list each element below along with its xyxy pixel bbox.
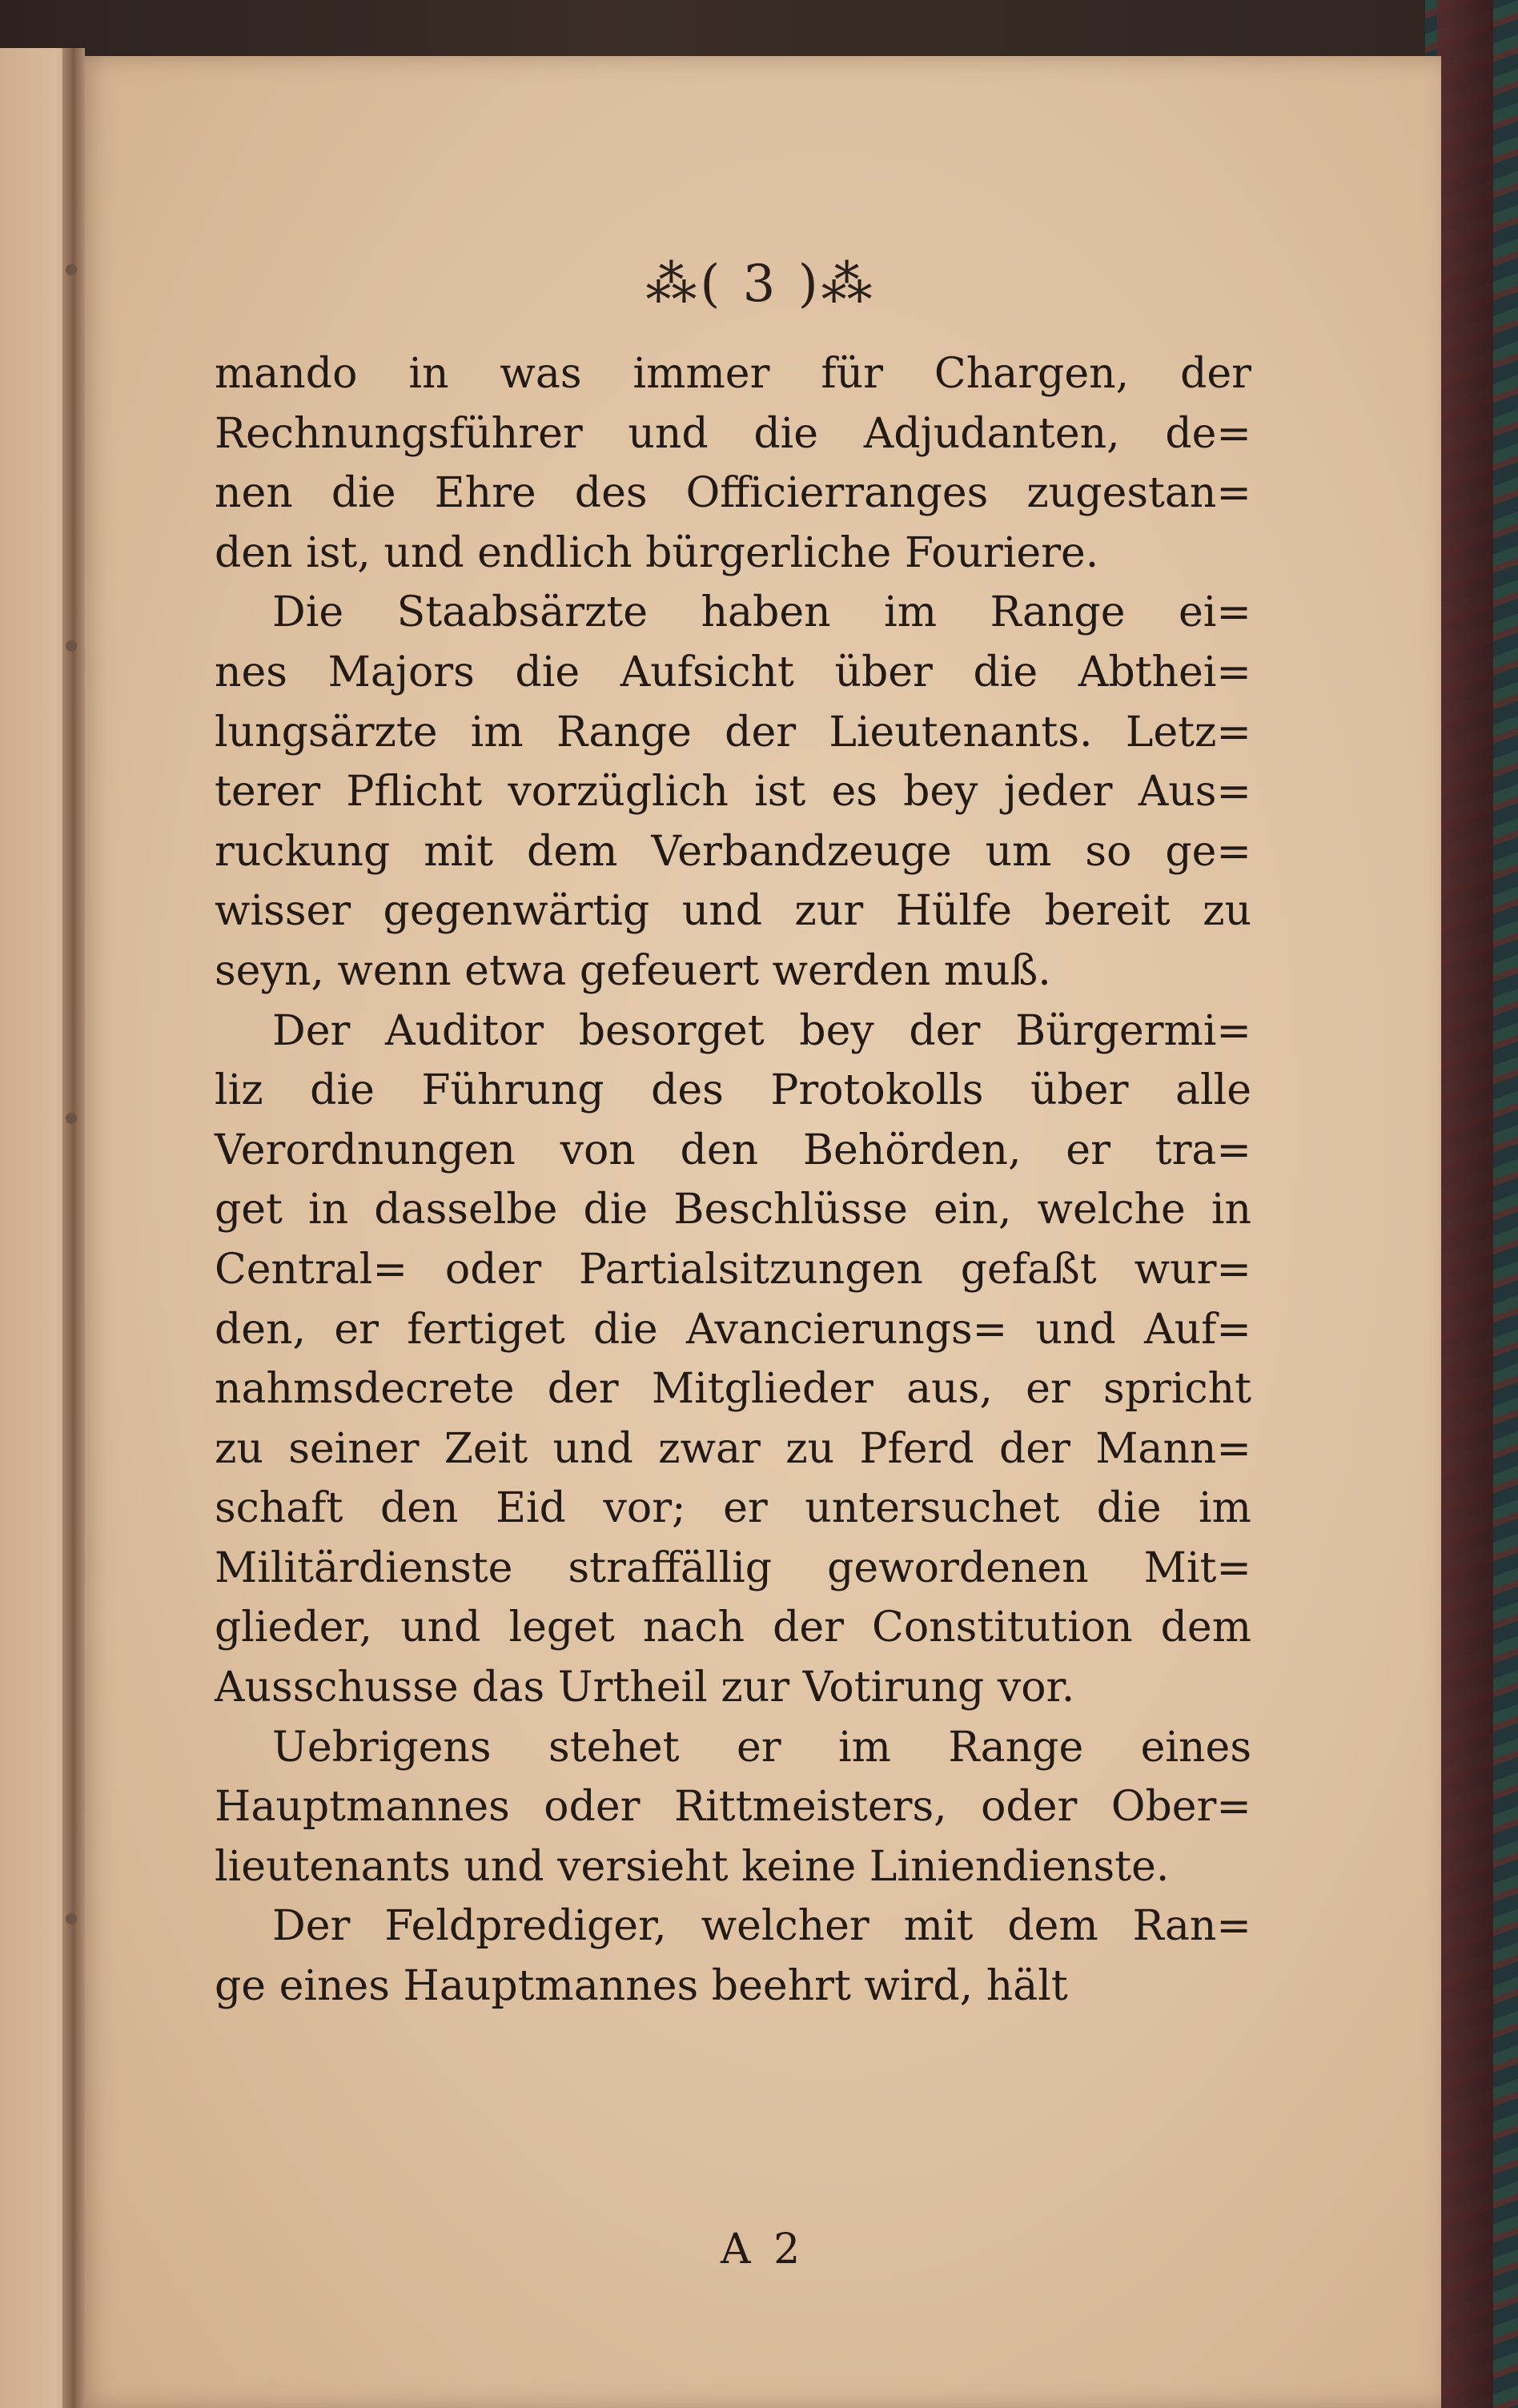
text-line: schaft den Eid vor; er untersuchet die im bbox=[215, 1484, 1251, 1533]
binding-stitch bbox=[66, 1113, 77, 1124]
text-line: den, er fertiget die Avancierungs= und Auf= bbox=[215, 1305, 1251, 1354]
text-line: Rechnungsführer und die Adjudanten, de= bbox=[215, 409, 1251, 458]
text-line: Der Auditor besorget bey der Bürgermi= bbox=[272, 1006, 1251, 1055]
text-line: lieutenants und versieht keine Liniendienste. bbox=[215, 1842, 1170, 1891]
text-line: nahmsdecrete der Mitglieder aus, er spricht bbox=[215, 1365, 1251, 1414]
text-line: get in dasselbe die Beschlüsse ein, welche in bbox=[215, 1186, 1251, 1234]
text-line: Der Feldprediger, welcher mit dem Ran= bbox=[272, 1902, 1251, 1951]
text-line: seyn, wenn etwa gefeuert werden muß. bbox=[215, 946, 1051, 995]
text-line: liz die Führung des Protokolls über alle bbox=[215, 1066, 1251, 1115]
text-line: Militärdienste straffällig gewordenen Mit= bbox=[215, 1543, 1251, 1592]
text-line: nen die Ehre des Officierranges zugestan= bbox=[215, 469, 1251, 518]
text-line: nes Majors die Aufsicht über die Abthei= bbox=[215, 648, 1251, 696]
page-number: ⁂( 3 )⁂ bbox=[645, 255, 876, 314]
page-gutter bbox=[62, 48, 85, 2408]
text-line: Ausschusse das Urtheil zur Votirung vor. bbox=[215, 1664, 1075, 1712]
binding-stitch bbox=[66, 1913, 77, 1924]
text-line: Die Staabsärzte haben im Range ei= bbox=[272, 588, 1251, 637]
text-line: den ist, und endlich bürgerliche Fouriere. bbox=[215, 528, 1099, 577]
signature-mark: A 2 bbox=[721, 2225, 805, 2274]
text-line: mando in was immer für Chargen, der bbox=[215, 350, 1251, 398]
book-cover-edge bbox=[1437, 0, 1493, 2408]
text-line: ruckung mit dem Verbandzeuge um so ge= bbox=[215, 827, 1251, 876]
text-line: zu seiner Zeit und zwar zu Pferd der Mann= bbox=[215, 1424, 1251, 1473]
text-line: wisser gegenwärtig und zur Hülfe bereit zu bbox=[215, 887, 1251, 936]
text-line: lungsärzte im Range der Lieutenants. Letz= bbox=[215, 708, 1251, 757]
text-line: glieder, und leget nach der Constitution dem bbox=[215, 1603, 1251, 1652]
binding-stitch bbox=[66, 640, 77, 652]
text-line: Hauptmannes oder Rittmeisters, oder Ober= bbox=[215, 1783, 1251, 1832]
text-line: Central= oder Partialsitzungen gefaßt wur= bbox=[215, 1245, 1251, 1294]
text-line: Verordnungen von den Behörden, er tra= bbox=[215, 1126, 1251, 1174]
text-line: Uebrigens stehet er im Range eines bbox=[272, 1723, 1251, 1772]
body-text bbox=[215, 344, 1251, 2017]
text-line: terer Pflicht vorzüglich ist es bey jeder Aus= bbox=[215, 768, 1251, 817]
binding-stitch bbox=[66, 264, 77, 275]
text-line: ge eines Hauptmannes beehrt wird, hält bbox=[215, 1962, 1068, 2011]
